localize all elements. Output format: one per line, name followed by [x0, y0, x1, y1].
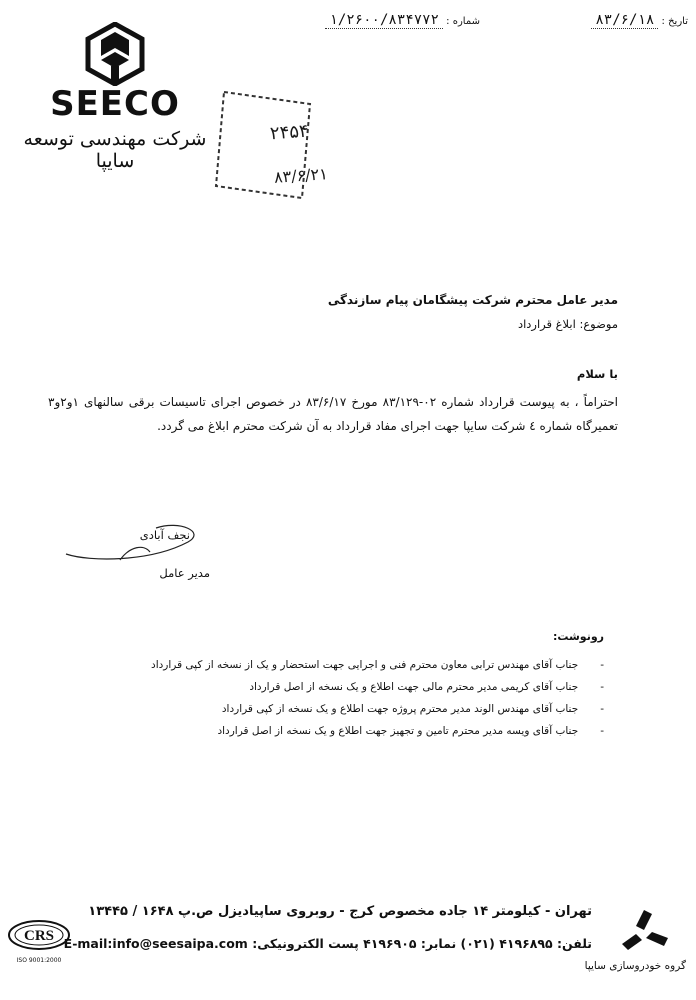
number-value: ۱/۲۶۰۰/۸۳۴۷۷۲	[325, 12, 443, 29]
signer-name: نجف آبادی	[139, 528, 190, 542]
date-field	[591, 12, 688, 28]
date-value: ۸۳/۶/۱۸	[591, 12, 658, 29]
cert-brand: CRS	[23, 928, 55, 944]
list-item: -جناب آقای مهندس الوند مدیر محترم پروژه جهت اطلاع و یک نسخه از کپی قرارداد	[221, 703, 604, 715]
saipa-emblem-icon	[618, 908, 670, 952]
list-item: -جناب آقای ویسه مدیر محترم تامین و تجهیز جهت اطلاع و یک نسخه از اصل قرارداد	[217, 725, 604, 737]
date-label: تاریخ :	[661, 16, 688, 27]
number-label: شماره :	[446, 16, 480, 27]
seeco-emblem-icon	[84, 22, 146, 86]
saipa-group-logo	[584, 908, 686, 972]
received-stamp	[212, 90, 329, 200]
subject-line: موضوع: ابلاغ قرارداد	[517, 317, 618, 331]
company-logo	[20, 22, 210, 172]
number-field	[325, 12, 480, 28]
signature-block	[60, 516, 210, 596]
group-name: گروه خودروسازی سایپا	[584, 960, 686, 972]
stamp-date: ۸۳/۶/۲۱	[273, 164, 329, 187]
greeting: با سلام	[576, 367, 618, 381]
addressee: مدیر عامل محترم شرکت پیشگامان پیام سازندگی	[327, 293, 618, 307]
iso-certificate	[4, 918, 74, 964]
list-item: -جناب آقای کریمی مدیر محترم مالی جهت اطلاع و یک نسخه از اصل قرارداد	[249, 681, 604, 693]
signer-title: مدیر عامل	[159, 566, 210, 580]
cc-title: رونوشت:	[552, 630, 604, 643]
letter-body: احتراماً ، به پیوست قرارداد شماره ۰۲-۸۳/۱۲۹ مورخ ۸۳/۶/۱۷ در خصوص اجرای تاسیسات برقی سالنهای ۱و۲و۳ تعمیرگاه شماره ٤ شرکت سایپا جهت اجرای مفاد قرارداد به آن شرکت محترم ابلاغ می گردد.	[48, 395, 619, 433]
certificate-badge-icon	[7, 918, 71, 952]
brand-name: SEECO	[50, 84, 180, 124]
company-name-fa: شرکت مهندسی توسعه سایپا	[23, 128, 207, 172]
footer-address: تهران - کیلومتر ۱۴ جاده مخصوص کرج - روبروی ساپیادیزل ص.پ ۱۶۴۸ / ۱۳۴۴۵	[88, 904, 592, 919]
list-item: -جناب آقای مهندس ترابی معاون محترم فنی و اجرایی جهت استحضار و یک از نسخه از کپی قرارداد	[151, 659, 604, 671]
cc-list	[151, 654, 604, 742]
iso-caption: ISO 9001:2000	[16, 957, 62, 964]
footer-contact: تلفن: ۴۱۹۶۸۹۵ (۰۲۱) نمابر: ۴۱۹۶۹۰۵ پست الکترونیکی: E-mail:info@seesaipa.com	[63, 936, 592, 951]
stamp-number: ۲۴۵۴	[269, 120, 310, 145]
